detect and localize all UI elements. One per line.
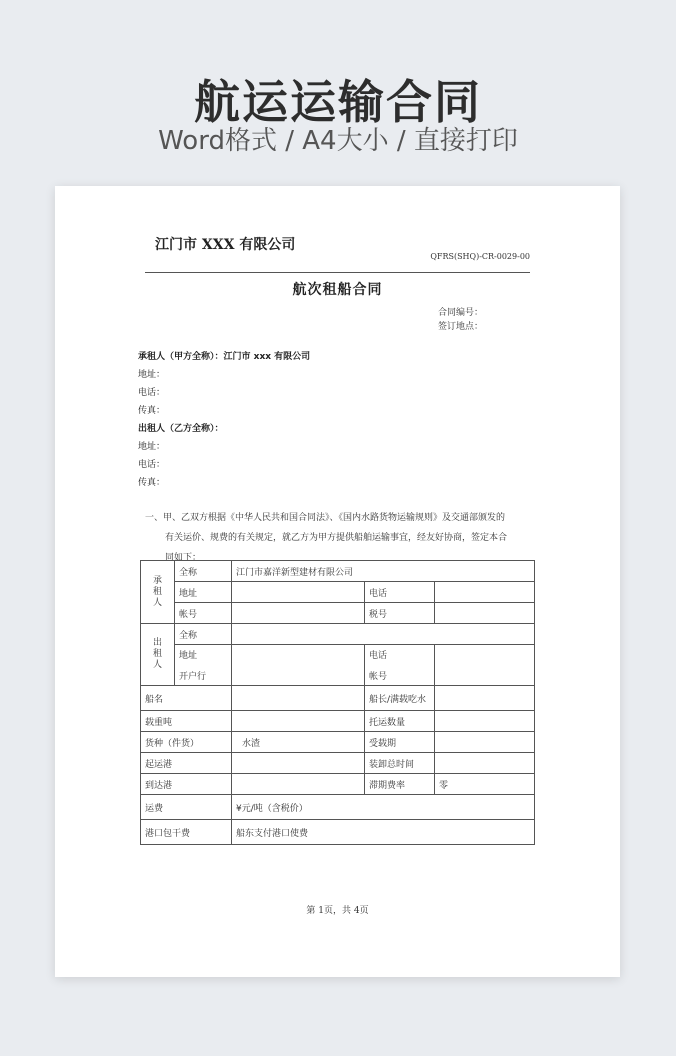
contract-table <box>140 560 535 845</box>
clause-line: 一、甲、乙双方根据《中华人民共和国合同法》、《国内水路货物运输规则》及交通部颁发的 <box>145 513 506 523</box>
lessee-phone: 电话： <box>138 388 166 398</box>
clause-one <box>145 508 535 568</box>
table-row <box>141 820 535 845</box>
cell-value <box>435 645 535 686</box>
cell-value: 零 <box>435 774 535 795</box>
lessor-fax: 传真： <box>138 478 166 488</box>
table-row <box>141 645 535 686</box>
clause-line: 同如下： <box>165 553 202 563</box>
cell-value: 船东支付港口使费 <box>232 820 535 845</box>
lessor-address: 地址： <box>138 442 166 452</box>
cell-value <box>232 711 365 732</box>
party-info <box>138 348 310 492</box>
cell-label: 船长/满载吃水 <box>365 686 435 711</box>
cell-value <box>232 753 365 774</box>
table-row <box>141 753 535 774</box>
lessee-address: 地址： <box>138 370 166 380</box>
cell-label: 货种（件货） <box>141 732 232 753</box>
lessor-phone: 电话： <box>138 460 166 470</box>
sign-place-label: 签订地点： <box>438 322 484 332</box>
cell-label: 税号 <box>365 603 435 624</box>
cell-label: 滞期费率 <box>365 774 435 795</box>
cell-value: 水渣 <box>232 732 365 753</box>
document-number: QFRS(SHQ)-CR-0029-00 <box>430 252 530 261</box>
bank-address-label: 地址 <box>179 651 198 661</box>
cell-label: 电话 <box>365 582 435 603</box>
cell-label: 起运港 <box>141 753 232 774</box>
cell-label: 载重吨 <box>141 711 232 732</box>
cell-value <box>232 603 365 624</box>
cell-value <box>232 645 365 686</box>
cell-label <box>365 645 435 686</box>
cell-value <box>435 711 535 732</box>
bank-label: 开户行 <box>179 672 207 682</box>
cell-value <box>232 774 365 795</box>
cell-value <box>232 582 365 603</box>
lessee-group-label: 承租人 <box>141 561 175 624</box>
cell-label: 托运数量 <box>365 711 435 732</box>
cell-label: 船名 <box>141 686 232 711</box>
page-footer: 第 1页，共 4页 <box>306 906 369 916</box>
cell-value <box>435 603 535 624</box>
banner-subtitle: Word格式 / A4大小 / 直接打印 <box>158 126 518 156</box>
table-row <box>141 795 535 820</box>
clause-line: 有关运价、规费的有关规定，就乙方为甲方提供船舶运输事宜，经友好协商，签定本合 <box>165 533 508 543</box>
cell-label: 帐号 <box>175 603 232 624</box>
cell-value <box>232 686 365 711</box>
table-row <box>141 711 535 732</box>
cell-label: 全称 <box>175 561 232 582</box>
cell-value <box>435 753 535 774</box>
lessee-fax: 传真： <box>138 406 166 416</box>
table-row <box>141 582 535 603</box>
cell-value: 江门市嘉洋新型建材有限公司 <box>232 561 535 582</box>
table-row <box>141 561 535 582</box>
contract-number-label: 合同编号： <box>438 308 484 318</box>
cell-value <box>435 732 535 753</box>
table-row <box>141 774 535 795</box>
document-page <box>55 186 620 977</box>
cell-label: 到达港 <box>141 774 232 795</box>
cell-value <box>435 582 535 603</box>
cell-value <box>435 686 535 711</box>
cell-label: 地址 <box>175 582 232 603</box>
phone-label: 电话 <box>369 651 388 661</box>
cell-label: 装卸总时间 <box>365 753 435 774</box>
header-rule <box>145 272 530 273</box>
lessor-heading: 出租人（乙方全称）： <box>138 424 224 434</box>
cell-label: 运费 <box>141 795 232 820</box>
table-row <box>141 603 535 624</box>
cell-value <box>232 624 535 645</box>
cell-label: 全称 <box>175 624 232 645</box>
table-row <box>141 686 535 711</box>
banner-title: 航运运输合同 <box>194 75 482 129</box>
cell-value: ¥元/吨（含税价） <box>232 795 535 820</box>
lessor-group-label: 出租人 <box>141 624 175 686</box>
account-label: 帐号 <box>369 672 388 682</box>
cell-label: 港口包干费 <box>141 820 232 845</box>
company-header: 江门市 XXX 有限公司 <box>155 237 296 253</box>
table-row <box>141 732 535 753</box>
lessee-heading: 承租人（甲方全称）：江门市 xxx 有限公司 <box>138 352 311 362</box>
cell-label: 受载期 <box>365 732 435 753</box>
contract-title: 航次租船合同 <box>292 282 383 298</box>
cell-label <box>175 645 232 686</box>
table-row <box>141 624 535 645</box>
